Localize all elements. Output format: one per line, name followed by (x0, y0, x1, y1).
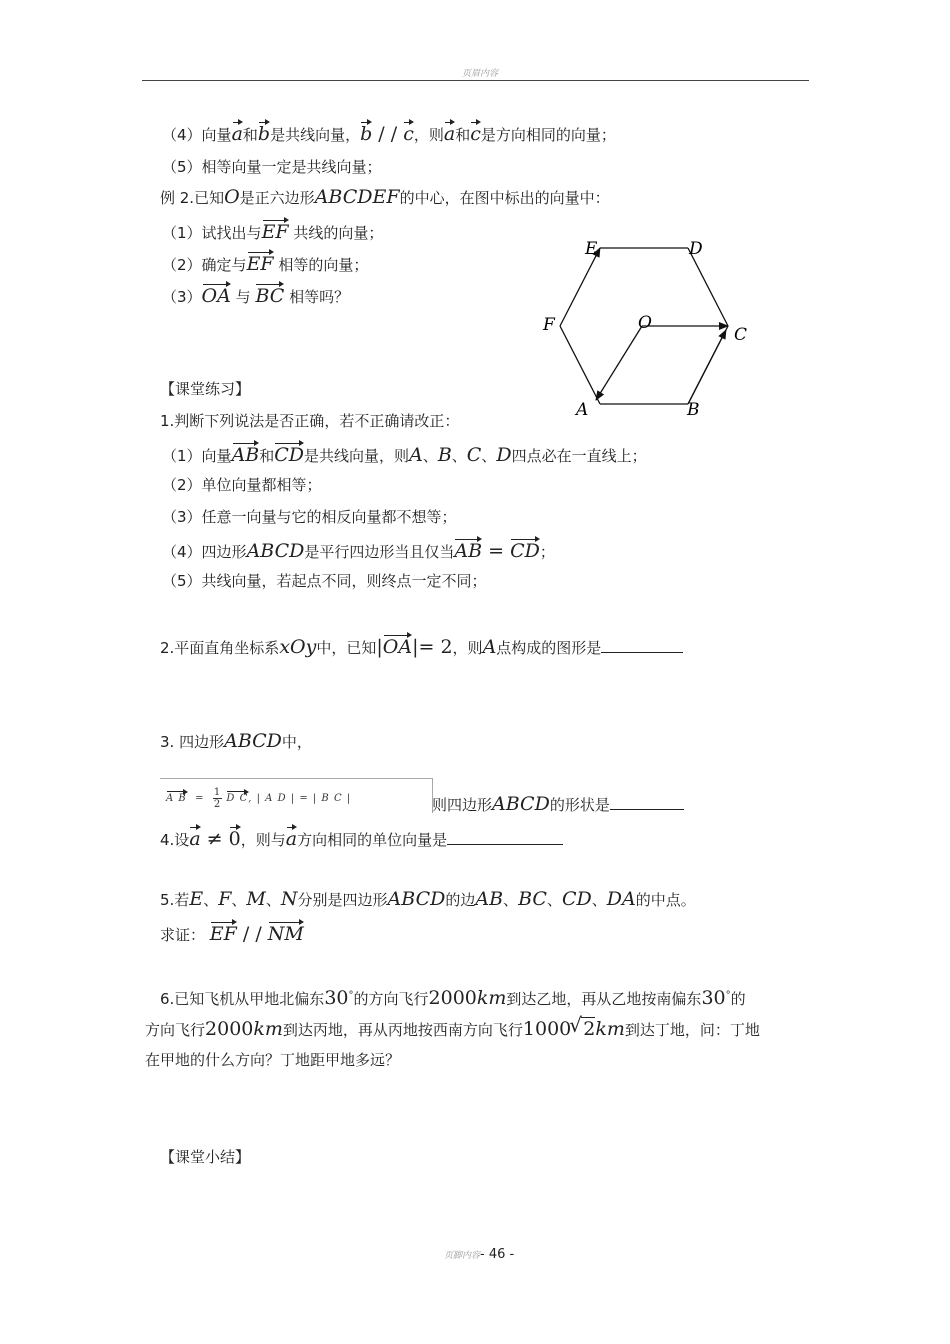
practice-6-line-1: 6.已知飞机从甲地北偏东30°的方向飞行2000km到达乙地，再从乙地按南偏东30°的 (160, 987, 746, 1009)
answer-blank[interactable] (447, 830, 563, 845)
label-F: F (543, 315, 555, 335)
embedded-formula-image: A B = $\frac{1}{2}$ D C, | A D | = | B C | (160, 778, 433, 813)
vector-BC (688, 330, 726, 404)
practice-6-line-2: 方向飞行2000km到达丙地，再从丙地按西南方向飞行1000√ 2km到达丁地，问：丁地 (145, 1017, 760, 1041)
practice-6-line-3: 在甲地的什么方向？丁地距甲地多远？ (145, 1051, 401, 1069)
section-practice-title: 【课堂练习】 (160, 380, 251, 398)
practice-4: 4.设a ≠ 0，则与a方向相同的单位向量是 (160, 825, 563, 851)
section-summary-title: 【课堂小结】 (160, 1148, 251, 1166)
vector-FE (560, 248, 600, 326)
statement-5: （5）相等向量一定是共线向量； (162, 158, 382, 176)
example-2-title: 例 2.已知O是正六边形ABCDEF的中心，在图中标出的向量中： (160, 186, 610, 208)
practice-5: 5.若E、F、M、N分别是四边形ABCD的边AB、BC、CD、DA的中点。 (160, 888, 696, 910)
edge-AF (560, 326, 600, 404)
label-D: D (689, 239, 703, 259)
header-rule (142, 80, 809, 81)
hexagon-figure (530, 228, 760, 428)
edge-DC (688, 248, 728, 326)
example-2-part-3: （3）OA 与 BC 相等吗？ (162, 282, 349, 308)
practice-1-item-1: （1）向量AB和CD是共线向量，则A、B、C、D四点必在一直线上； (162, 441, 647, 467)
example-2-part-1: （1）试找出与EF 共线的向量； (162, 218, 383, 244)
label-O: O (638, 313, 652, 333)
label-E: E (585, 239, 598, 259)
practice-3-question: 则四边形ABCD的形状是 (432, 793, 684, 816)
practice-1-item-3: （3）任意一向量与它的相反向量都不想等； (162, 508, 457, 526)
example-2-part-2: （2）确定与EF 相等的向量； (162, 250, 368, 276)
practice-1-item-2: （2）单位向量都相等； (162, 476, 322, 494)
answer-blank[interactable] (601, 638, 683, 653)
label-B: B (687, 400, 700, 420)
practice-5-prove: 求证： EF / / NM (160, 920, 304, 946)
page-footer: 页脚内容- 46 - (444, 1247, 515, 1262)
label-C: C (734, 325, 748, 345)
practice-2: 2.平面直角坐标系xOy中，已知|OA|= 2，则A点构成的图形是 (160, 633, 683, 659)
page-header: 页眉内容 (462, 69, 499, 79)
statement-4: （4）向量a和b是共线向量，b / / c，则a和c是方向相同的向量； (162, 120, 616, 146)
practice-1-item-5: （5）共线向量，若起点不同，则终点一定不同； (162, 572, 487, 590)
vector-OA (596, 326, 642, 400)
answer-blank[interactable] (610, 795, 684, 810)
label-A: A (576, 400, 589, 420)
practice-1-title: 1.判断下列说法是否正确，若不正确请改正： (160, 412, 460, 430)
practice-1-item-4: （4）四边形ABCD是平行四边形当且仅当AB = CD； (162, 537, 555, 563)
practice-3-title: 3. 四边形ABCD中， (160, 730, 312, 752)
